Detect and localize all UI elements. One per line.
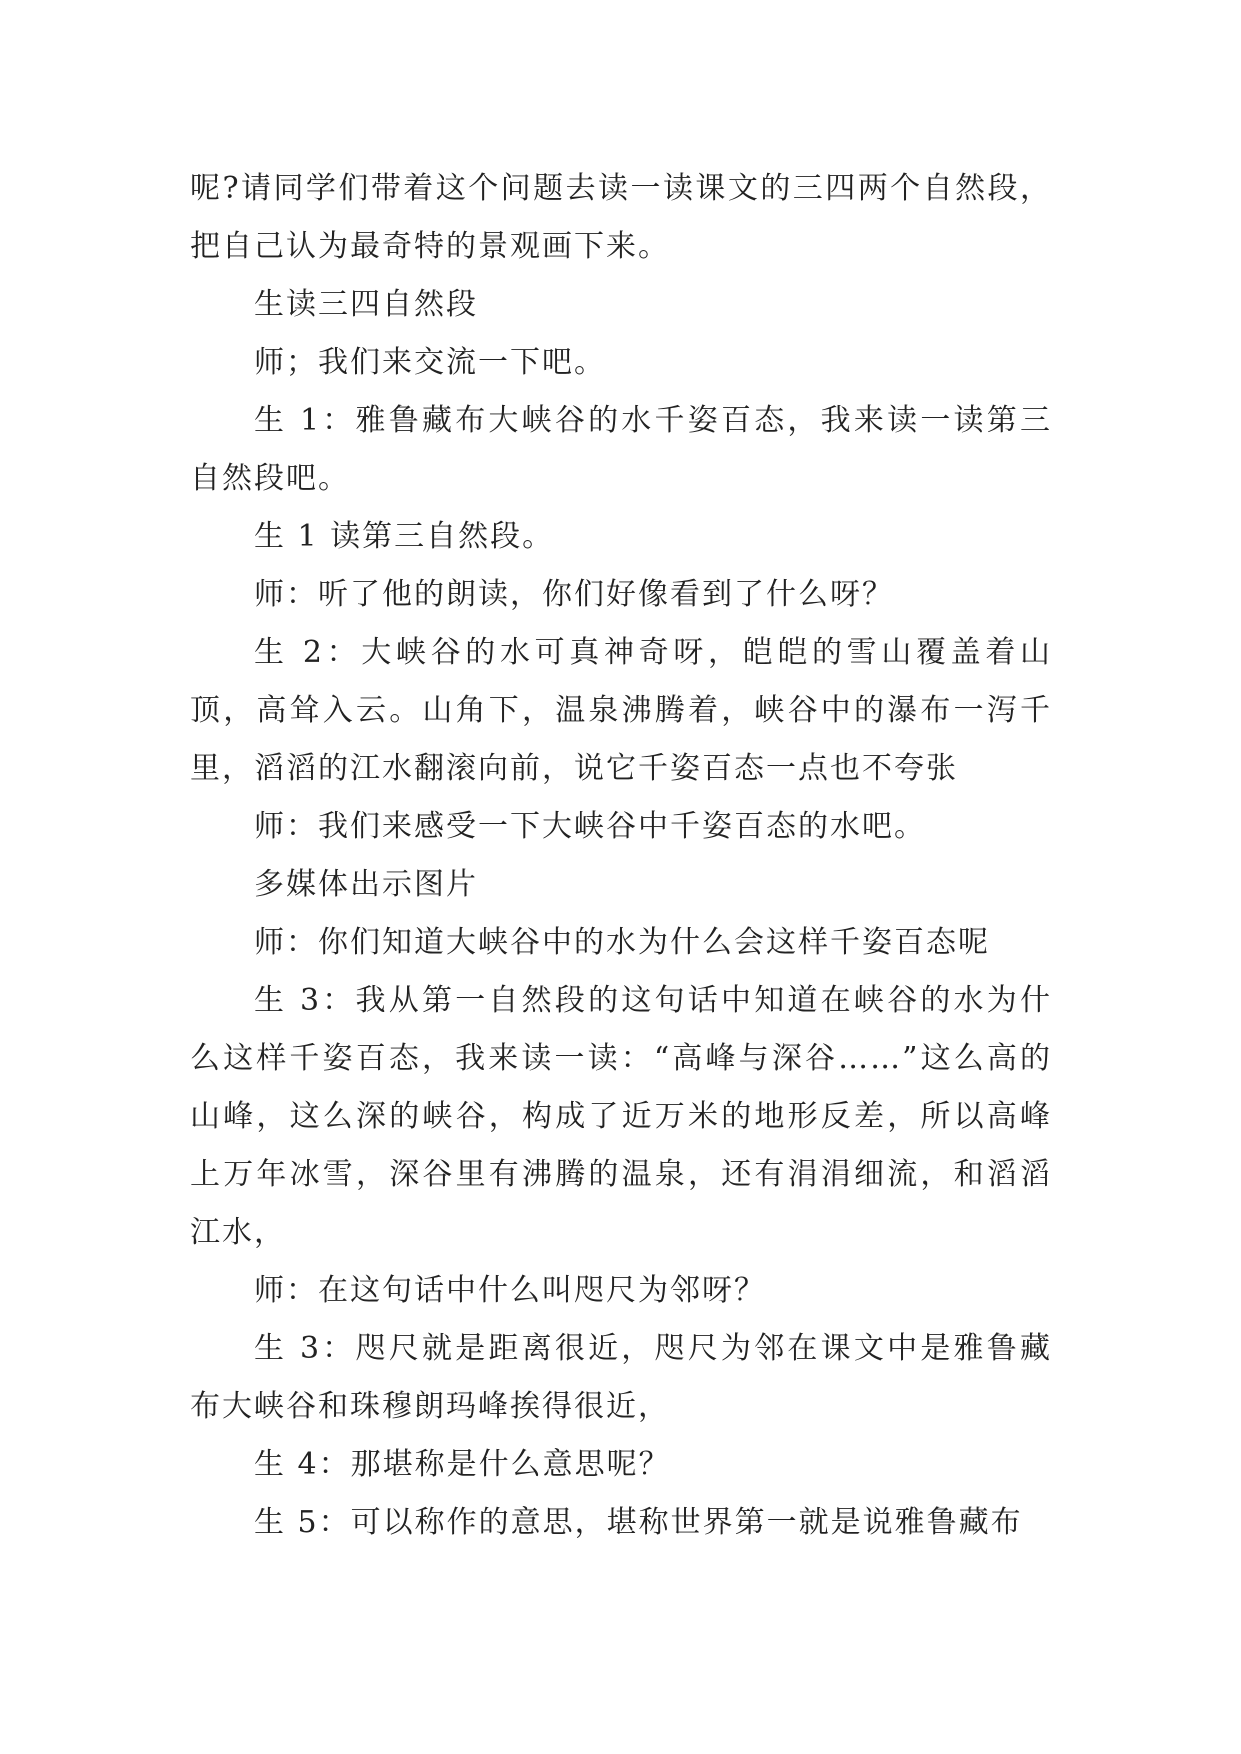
paragraph-6: 师：听了他的朗读，你们好像看到了什么呀？ (254, 577, 894, 612)
paragraph-14: 生 4：那堪称是什么意思呢？ (254, 1447, 671, 1482)
paragraph-5: 生 1 读第三自然段。 (254, 519, 555, 554)
paragraph-3: 师；我们来交流一下吧。 (254, 345, 606, 380)
paragraph-7: 生 2：大峡谷的水可真神奇呀，皑皑的雪山覆盖着山顶，高耸入云。山角下，温泉沸腾着，峡谷中的瀑布一泻千里，滔滔的江水翻滚向前，说它千姿百态一点也不夸张 (190, 635, 1052, 786)
paragraph-13: 生 3：咫尺就是距离很近，咫尺为邻在课文中是雅鲁藏布大峡谷和珠穆朗玛峰挨得很近， (190, 1331, 1052, 1424)
paragraph-15: 生 5：可以称作的意思，堪称世界第一就是说雅鲁藏布 (254, 1505, 1023, 1540)
paragraph-1: 呢?请同学们带着这个问题去读一读课文的三四两个自然段，把自己认为最奇特的景观画下来。 (190, 171, 1052, 264)
document-body (190, 160, 1052, 1552)
paragraph-11: 生 3：我从第一自然段的这句话中知道在峡谷的水为什么这样千姿百态，我来读一读：“高峰与深谷……”这么高的山峰，这么深的峡谷，构成了近万米的地形反差，所以高峰上万年冰雪，深谷里有沸腾的温泉，还有涓涓细流，和滔滔江水， (190, 983, 1052, 1250)
paragraph-9: 多媒体出示图片 (254, 867, 478, 902)
paragraph-2: 生读三四自然段 (254, 287, 478, 322)
paragraph-8: 师：我们来感受一下大峡谷中千姿百态的水吧。 (254, 809, 926, 844)
paragraph-12: 师：在这句话中什么叫咫尺为邻呀？ (254, 1273, 766, 1308)
paragraph-10: 师：你们知道大峡谷中的水为什么会这样千姿百态呢 (254, 925, 990, 960)
paragraph-4: 生 1：雅鲁藏布大峡谷的水千姿百态，我来读一读第三自然段吧。 (190, 403, 1052, 496)
